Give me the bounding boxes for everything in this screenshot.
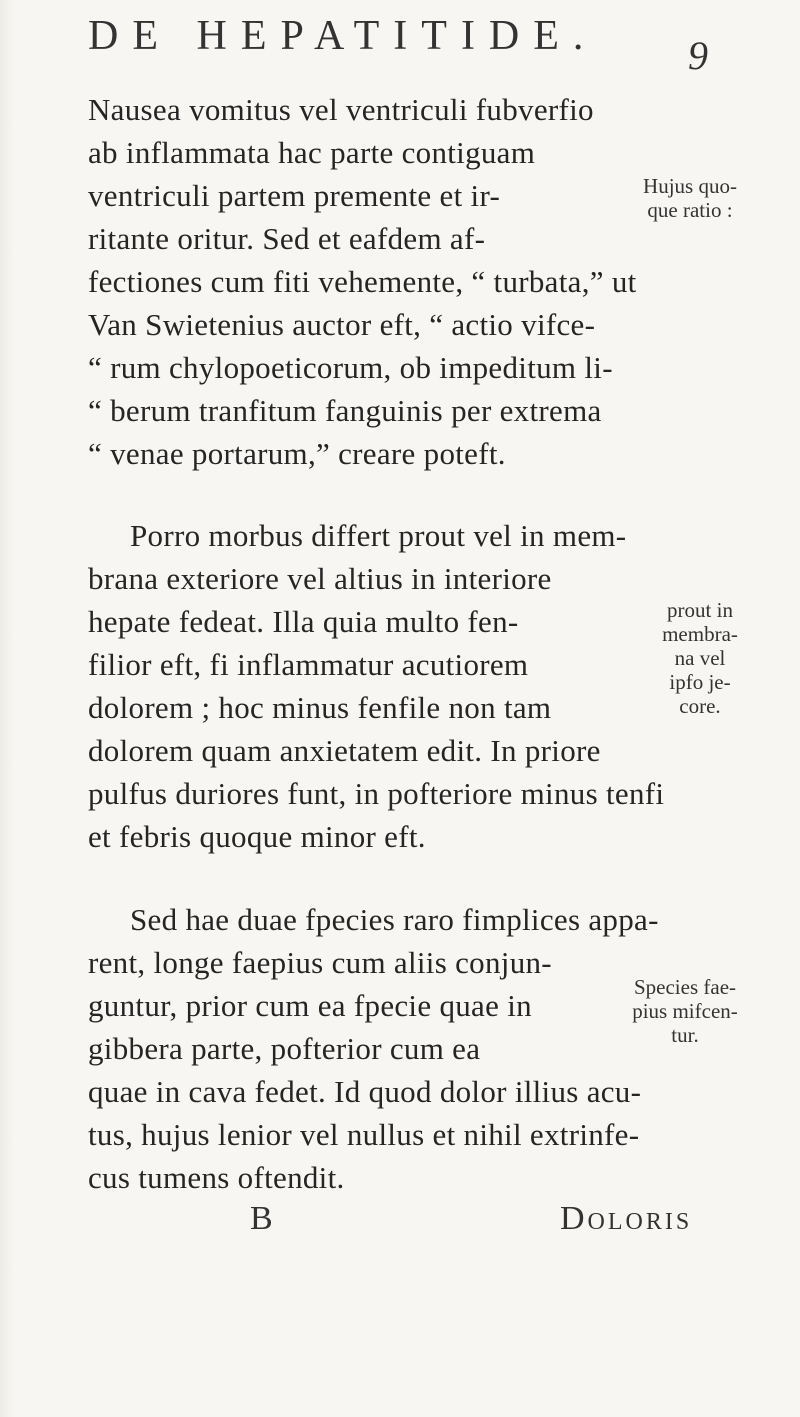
text-line: Sed hae duae fpecies raro fimplices appa- — [130, 902, 659, 937]
text-line: et febris quoque minor eft. — [88, 819, 426, 854]
text-line: “ venae portarum,” creare poteft. — [88, 436, 506, 471]
text-line: Nausea vomitus vel ventriculi fubverfio — [88, 92, 594, 127]
text-line: Porro morbus differt prout vel in mem- — [130, 518, 627, 553]
text-line: gibbera parte, pofterior cum ea — [88, 1031, 481, 1066]
margin-note-text: Species fae- pius mifcen- tur. — [632, 975, 738, 1047]
text-line: dolorem quam anxietatem edit. In priore — [88, 733, 601, 768]
running-head: DE HEPATITIDE. — [88, 13, 598, 59]
text-line: Van Swietenius auctor eft, “ actio vifce- — [88, 307, 596, 342]
text-line: tus, hujus lenior vel nullus et nihil extrinfe- — [88, 1117, 640, 1152]
text-line: rent, longe faepius cum aliis conjun- — [88, 945, 552, 980]
margin-note — [630, 174, 750, 222]
margin-note — [620, 975, 750, 1047]
margin-note-text: prout in membra- na vel ipfo je- core. — [662, 598, 738, 718]
text-line: hepate fedeat. Illa quia multo fen- — [88, 604, 519, 639]
text-line: dolorem ; hoc minus fenfile non tam — [88, 690, 552, 725]
text-line: ritante oritur. Sed et eafdem af- — [88, 221, 486, 256]
text-line: “ berum tranfitum fanguinis per extrema — [88, 393, 602, 428]
text-line: guntur, prior cum ea fpecie quae in — [88, 988, 532, 1023]
page-spine-shadow — [0, 0, 14, 1417]
catchword: Doloris — [560, 1200, 693, 1237]
text-line: ventriculi partem premente et ir- — [88, 178, 501, 213]
text-line: brana exteriore vel altius in interiore — [88, 561, 552, 596]
page-number: 9 — [688, 33, 708, 78]
text-line: fectiones cum fiti vehemente, “ turbata,” ut — [88, 264, 637, 299]
text-line: “ rum chylopoeticorum, ob impeditum li- — [88, 350, 613, 385]
signature-mark: B — [250, 1200, 273, 1237]
text-line: quae in cava fedet. Id quod dolor illius acu- — [88, 1074, 642, 1109]
margin-note-text: Hujus quo- que ratio : — [643, 174, 737, 222]
text-line: filior eft, fi inflammatur acutiorem — [88, 647, 529, 682]
text-line: pulfus duriores funt, in pofteriore minus tenfi — [88, 776, 665, 811]
text-line: ab inflammata hac parte contiguam — [88, 135, 536, 170]
text-line: cus tumens oftendit. — [88, 1160, 345, 1195]
margin-note — [645, 598, 755, 718]
